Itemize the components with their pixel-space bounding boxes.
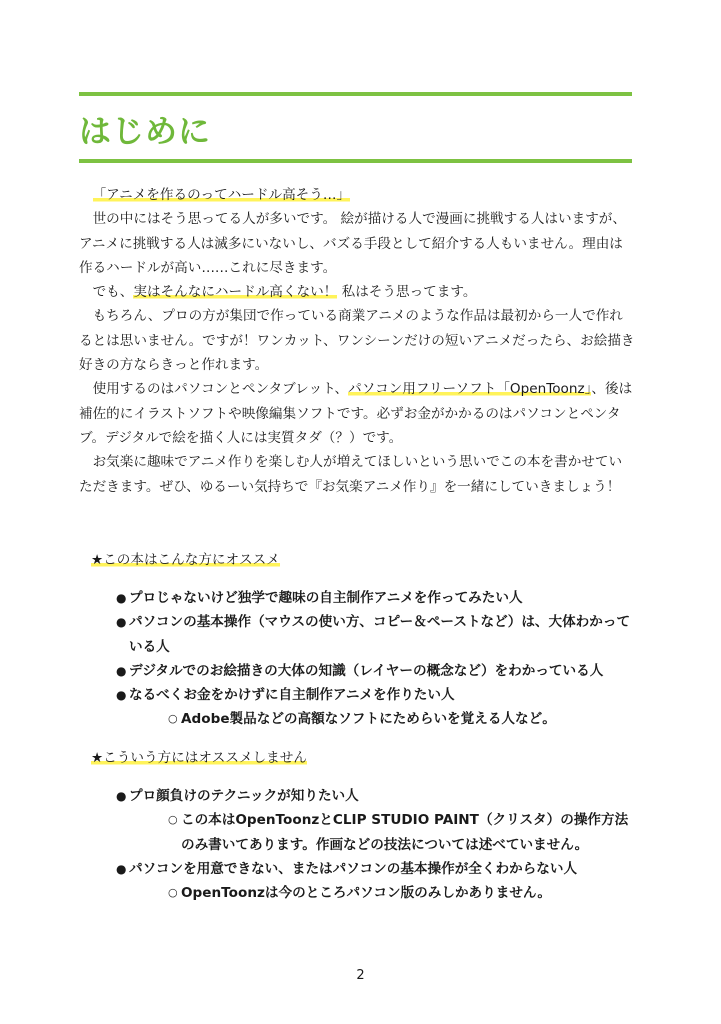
list-item-text: デジタルでのお絵描きの大体の知識（レイヤーの概念など）をわかっている人	[129, 662, 604, 679]
bullet-disc-icon: ●	[116, 663, 127, 678]
recommended-list	[79, 586, 639, 732]
highlight-opentoonz: パソコン用フリーソフト「OpenToonz」	[348, 381, 592, 398]
intro-paragraph-3: もちろん、プロの方が集団で作っている商業アニメのような作品は最初から一人で作れるとは思いません。ですが！ワンカット、ワンシーンだけの短いアニメだったら、お絵描き好きの方ならきっと作れます。	[79, 308, 635, 374]
bullet-disc-icon: ●	[116, 789, 127, 803]
bullet-disc-icon: ●	[116, 861, 127, 876]
list-item-text: なるべくお金をかけずに自主制作アニメを作りたい人	[129, 687, 455, 704]
intro-body	[79, 183, 635, 499]
sub-list-item-text: Adobe製品などの高額なソフトにためらいを覚える人など。	[181, 711, 556, 728]
paragraph-2-post: 私はそう思ってます。	[337, 284, 477, 301]
not-recommended-heading	[91, 746, 307, 770]
highlight-not-hard: 実はそんなにハードル高くない！	[133, 284, 338, 301]
list-item	[79, 610, 639, 659]
page-number: 2	[356, 968, 365, 983]
sub-list-item-text: OpenToonzは今のところパソコン版のみしかありません。	[181, 885, 551, 902]
sub-list-item	[79, 707, 639, 731]
sub-list-item-text: この本はOpenToonzとCLIP STUDIO PAINT（クリスタ）の操作方法のみ書いてあります。作画などの技法については述べていません。	[181, 812, 629, 853]
not-recommended-list	[79, 784, 639, 905]
list-item-text: プロ顔負けのテクニックが知りたい人	[129, 788, 359, 804]
recommended-heading-text: ★この本はこんな方にオススメ	[91, 552, 280, 568]
intro-paragraph-1: 世の中にはそう思ってる人が多いです。 絵が描ける人で漫画に挑戦する人はいますが、アニメに挑戦する人は滅多にいないし、バズる手段として紹介する人もいません。理由は作るハードルが高い……これに尽きます。	[79, 211, 626, 276]
bullet-disc-icon: ●	[116, 615, 127, 630]
paragraph-2-pre: でも、	[92, 284, 134, 301]
paragraph-4-pre: 使用するのはパソコンとペンタブレット、	[92, 381, 349, 398]
intro-paragraph-4	[79, 377, 635, 450]
bullet-circle-icon: ○	[168, 712, 178, 726]
bullet-circle-icon: ○	[168, 813, 178, 827]
intro-paragraph-2	[79, 280, 635, 304]
list-item-text: パソコンの基本操作（マウスの使い方、コピー＆ペーストなど）は、大体わかっている人	[129, 614, 631, 655]
bottom-green-rule	[79, 159, 632, 163]
list-item	[79, 586, 639, 610]
intro-paragraph-5: お気楽に趣味でアニメ作りを楽しむ人が増えてほしいという思いでこの本を書かせていただきます。ぜひ、ゆるーい気持ちで『お気楽アニメ作り』を一緒にしていきましょう！	[79, 454, 623, 495]
sub-list-item	[79, 808, 639, 857]
sub-list-item	[79, 881, 639, 905]
bullet-circle-icon: ○	[168, 886, 178, 900]
list-item	[79, 683, 639, 707]
list-item-text: パソコンを用意できない、またはパソコンの基本操作が全くわからない人	[129, 860, 578, 877]
bullet-disc-icon: ●	[116, 591, 127, 605]
top-green-rule	[79, 92, 632, 96]
list-item	[79, 857, 639, 881]
paragraph-4-post: 、後は補佐的にイラストソフトや映像編集ソフトです。必ずお金がかかるのはパソコンとペンタブ。デジタルで絵を描く人には実質タダ（？）です。	[79, 381, 633, 446]
not-recommended-heading-text: ★こういう方にはオススメしません	[91, 750, 307, 766]
list-item	[79, 784, 639, 808]
intro-quote	[79, 183, 635, 207]
page-title: はじめに	[79, 112, 212, 150]
list-item	[79, 659, 639, 683]
recommended-heading	[91, 548, 280, 572]
list-item-text: プロじゃないけど独学で趣味の自主制作アニメを作ってみたい人	[129, 590, 523, 606]
highlight-quote: 「アニメを作るのってハードル高そう…」	[92, 187, 351, 203]
bullet-disc-icon: ●	[116, 688, 127, 703]
